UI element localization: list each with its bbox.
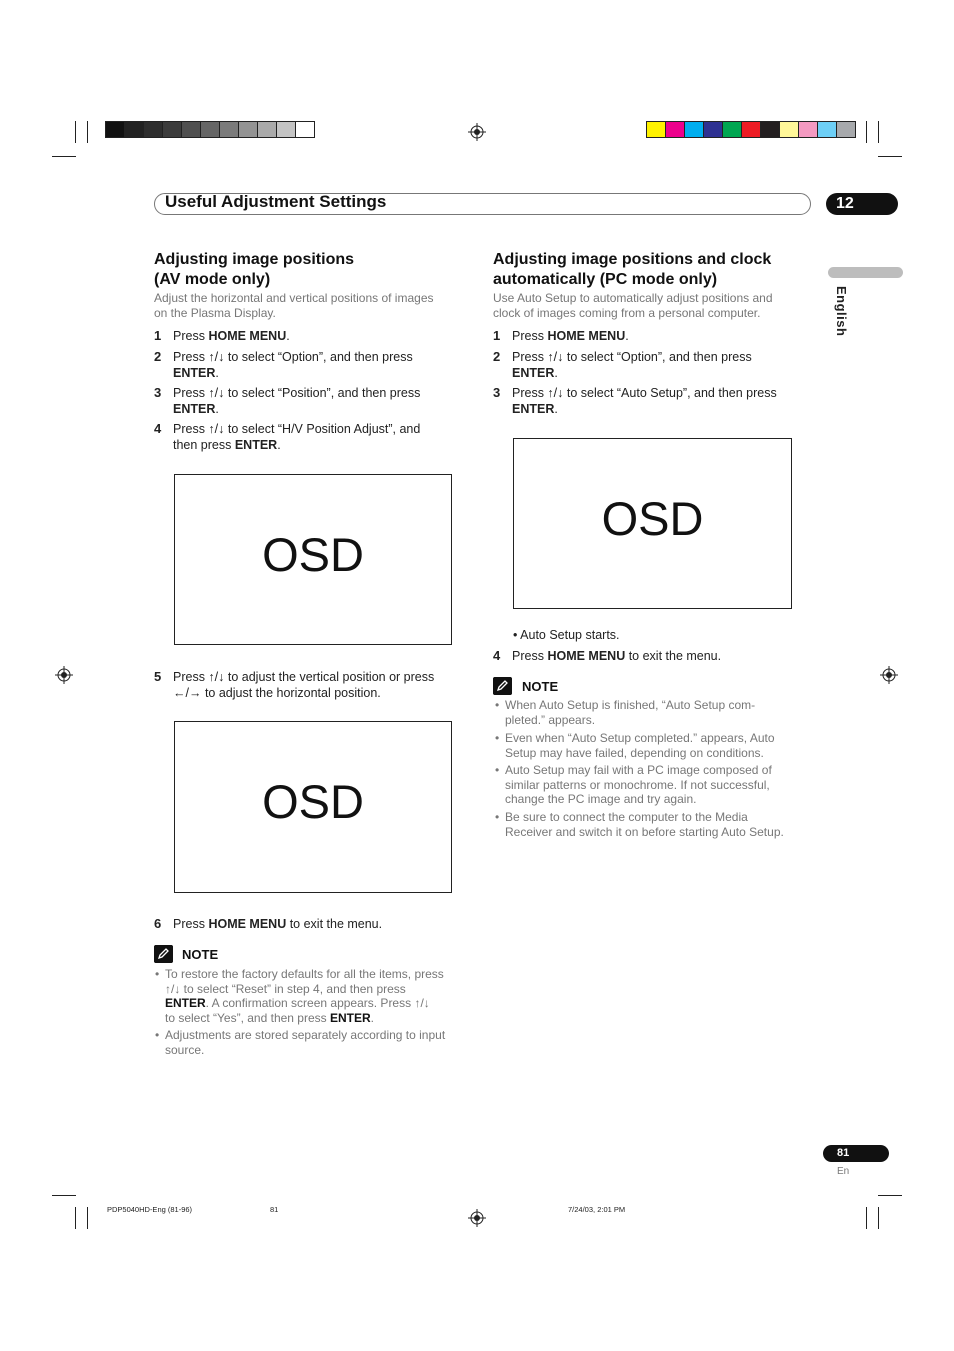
step-number: 2 xyxy=(154,349,162,364)
step-text: . xyxy=(554,401,558,416)
pencil-note-icon xyxy=(154,945,173,963)
gray-swatch xyxy=(277,122,296,137)
slug-file: PDP5040HD-Eng (81-96) xyxy=(107,1205,193,1214)
crop-mark xyxy=(52,1195,76,1196)
osd-label: OSD xyxy=(262,528,364,581)
registration-mark-icon xyxy=(468,123,486,141)
step-number: 4 xyxy=(154,421,162,436)
crop-mark xyxy=(52,156,76,157)
crop-mark xyxy=(75,121,76,143)
section-title-line: automatically (PC mode only) xyxy=(493,271,718,288)
gray-swatch xyxy=(220,122,239,137)
key-label: ENTER xyxy=(512,401,555,416)
crop-mark xyxy=(75,1207,76,1229)
bullet: • xyxy=(495,698,500,712)
step-text: Press ↑/↓ to select “Position”, and then press xyxy=(173,386,421,400)
note-item xyxy=(155,1028,446,1057)
step-6 xyxy=(154,916,383,933)
bullet: • xyxy=(155,967,160,981)
chapter-badge: 12 xyxy=(826,193,898,215)
page-number: 81 xyxy=(823,1145,889,1162)
slug-date: 7/24/03, 2:01 PM xyxy=(568,1205,626,1214)
intro-line: Use Auto Setup to automatically adjust positions and xyxy=(493,291,773,305)
registration-mark-icon xyxy=(468,1209,486,1227)
step-text: Press ↑/↓ to adjust the vertical position or press xyxy=(173,670,435,684)
step-text: then press xyxy=(173,437,235,452)
cmyk-color-bar xyxy=(646,121,856,138)
osd-screen-image xyxy=(174,721,452,893)
step-text: . xyxy=(215,401,219,416)
step-2 xyxy=(154,349,413,381)
note-text: Auto Setup may fail with a PC image composed of xyxy=(505,763,772,777)
key-label: ENTER xyxy=(329,1010,371,1025)
key-label: ENTER xyxy=(165,996,206,1010)
key-label: ENTER xyxy=(234,437,278,452)
step-text: to exit the menu. xyxy=(625,649,722,663)
language-label: English xyxy=(834,286,849,337)
step-number: 1 xyxy=(493,328,501,343)
crop-mark xyxy=(87,121,88,143)
step-text: . xyxy=(277,437,281,452)
step-number: 4 xyxy=(493,648,501,663)
note-text: Even when “Auto Setup completed.” appears, Auto xyxy=(505,731,775,745)
step-number: 3 xyxy=(154,385,162,400)
note-text: . xyxy=(370,1010,374,1025)
note-title: NOTE xyxy=(522,679,559,694)
step-5 xyxy=(154,669,435,701)
step-text: Press xyxy=(173,329,209,343)
color-swatch xyxy=(780,122,799,137)
color-swatch xyxy=(818,122,837,137)
key-label: ENTER xyxy=(512,365,555,380)
step-number: 3 xyxy=(493,385,501,400)
crop-mark xyxy=(878,1195,902,1196)
gray-swatch xyxy=(106,122,125,137)
color-swatch xyxy=(742,122,761,137)
step-text: . xyxy=(625,329,629,343)
osd-label: OSD xyxy=(601,492,704,545)
step-number: 2 xyxy=(493,349,501,364)
crop-mark xyxy=(87,1207,88,1229)
step-text: to exit the menu. xyxy=(286,917,383,931)
note-item xyxy=(495,698,756,727)
step-text: Press ↑/↓ to select “H/V Position Adjust”, and xyxy=(173,422,421,436)
key-label: HOME MENU xyxy=(547,649,626,663)
key-label: HOME MENU xyxy=(208,917,287,931)
color-swatch xyxy=(723,122,742,137)
registration-mark-icon xyxy=(880,666,898,684)
osd-screen-image xyxy=(513,438,792,609)
intro-line: clock of images coming from a personal computer. xyxy=(493,306,761,320)
color-swatch xyxy=(704,122,723,137)
crop-mark xyxy=(866,1207,867,1229)
gray-swatch xyxy=(144,122,163,137)
slug-page: 81 xyxy=(270,1205,279,1214)
section-intro xyxy=(154,291,434,321)
bullet: • xyxy=(495,763,500,777)
step-4 xyxy=(493,648,722,665)
note-item xyxy=(495,810,784,839)
note-text: Setup may have failed, depending on conditions. xyxy=(505,745,764,760)
gray-swatch xyxy=(125,122,144,137)
grayscale-color-bar xyxy=(105,121,315,138)
section-intro xyxy=(493,291,773,321)
language-tab xyxy=(828,267,903,278)
step-text: Press ↑/↓ to select “Auto Setup”, and then press xyxy=(512,386,777,400)
crop-mark xyxy=(878,1207,879,1229)
crop-mark xyxy=(878,121,879,143)
note-text: similar patterns or monochrome. If not successful, xyxy=(505,777,770,792)
bullet: • xyxy=(495,731,500,745)
section-title xyxy=(154,250,354,290)
note-text: . A confirmation screen appears. Press ↑/↓ xyxy=(205,996,430,1010)
color-swatch xyxy=(647,122,666,137)
note-text: When Auto Setup is finished, “Auto Setup com- xyxy=(505,698,756,712)
note-item xyxy=(495,763,772,807)
color-swatch xyxy=(666,122,685,137)
color-swatch xyxy=(761,122,780,137)
crop-mark xyxy=(866,121,867,143)
key-label: ENTER xyxy=(173,365,216,380)
note-title: NOTE xyxy=(182,947,219,962)
gray-swatch xyxy=(239,122,258,137)
step-number: 6 xyxy=(154,916,162,931)
gray-swatch xyxy=(258,122,277,137)
step-text: Press xyxy=(173,917,209,931)
registration-mark-icon xyxy=(55,666,73,684)
note-text: change the PC image and try again. xyxy=(505,792,697,806)
step-text: ←/→ to adjust the horizontal position. xyxy=(173,685,381,700)
gray-swatch xyxy=(296,122,314,137)
note-text: source. xyxy=(165,1042,205,1057)
section-title-line: (AV mode only) xyxy=(154,271,271,288)
step-text: . xyxy=(554,365,558,380)
note-text: to select “Yes”, and then press xyxy=(165,1010,330,1025)
section-title-line: Adjusting image positions xyxy=(154,251,355,268)
step-number: 5 xyxy=(154,669,162,684)
note-text: pleted.” appears. xyxy=(505,712,596,727)
gray-swatch xyxy=(163,122,182,137)
auto-setup-bullet: • Auto Setup starts. xyxy=(513,628,620,642)
note-text: ↑/↓ to select “Reset” in step 4, and then press xyxy=(165,981,406,996)
note-text: Adjustments are stored separately according to input xyxy=(165,1028,446,1042)
note-item xyxy=(495,731,775,760)
step-text: Press xyxy=(512,649,548,663)
step-text: . xyxy=(286,329,290,343)
osd-label: OSD xyxy=(262,775,364,828)
section-title xyxy=(493,250,771,290)
crop-mark xyxy=(878,156,902,157)
key-label: HOME MENU xyxy=(547,329,626,343)
step-1 xyxy=(493,328,629,345)
note-text: To restore the factory defaults for all the items, press xyxy=(165,967,444,981)
step-3 xyxy=(493,385,777,417)
color-swatch xyxy=(685,122,704,137)
key-label: ENTER xyxy=(173,401,216,416)
note-item xyxy=(155,967,444,1025)
step-text: Press xyxy=(512,329,548,343)
osd-screen-image xyxy=(174,474,452,645)
section-title-line: Adjusting image positions and clock xyxy=(493,251,772,268)
step-text: Press ↑/↓ to select “Option”, and then press xyxy=(173,350,413,364)
step-text: . xyxy=(215,365,219,380)
step-3 xyxy=(154,385,421,417)
bullet: • xyxy=(155,1028,160,1042)
bullet: • xyxy=(495,810,500,824)
step-1 xyxy=(154,328,290,345)
intro-line: Adjust the horizontal and vertical positions of images xyxy=(154,291,434,305)
pencil-note-icon xyxy=(493,677,512,695)
gray-swatch xyxy=(182,122,201,137)
step-2 xyxy=(493,349,752,381)
page-title: Useful Adjustment Settings xyxy=(165,192,387,211)
key-label: HOME MENU xyxy=(208,329,287,343)
color-swatch xyxy=(837,122,855,137)
note-text: Be sure to connect the computer to the Media xyxy=(505,810,748,824)
page-language: En xyxy=(837,1166,850,1177)
intro-line: on the Plasma Display. xyxy=(154,306,276,320)
color-swatch xyxy=(799,122,818,137)
step-number: 1 xyxy=(154,328,162,343)
gray-swatch xyxy=(201,122,220,137)
step-text: Press ↑/↓ to select “Option”, and then press xyxy=(512,350,752,364)
note-text: Receiver and switch it on before starting Auto Setup. xyxy=(505,824,784,839)
step-4 xyxy=(154,421,421,453)
